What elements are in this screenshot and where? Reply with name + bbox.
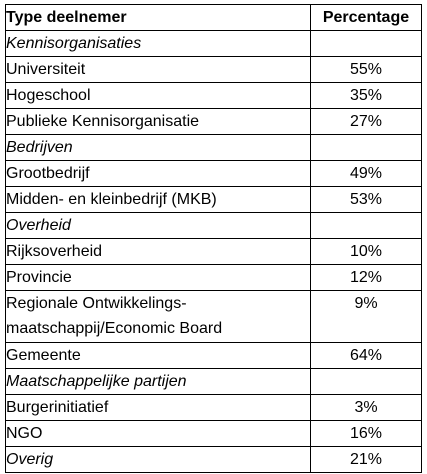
participant-label: Grootbedrijf [6,161,311,187]
table-header-row [6,5,422,31]
category-label: Kennisorganisaties [6,31,311,57]
category-row [6,447,422,473]
table-row [6,343,422,369]
table-row [6,291,422,343]
table-row [6,395,422,421]
participant-label: Midden- en kleinbedrijf (MKB) [6,187,311,213]
participant-label [6,291,311,343]
category-row [6,31,422,57]
percentage-value: 35% [311,83,422,109]
participant-label: NGO [6,421,311,447]
category-row [6,213,422,239]
category-row [6,369,422,395]
percentage-value: 12% [311,265,422,291]
category-value [311,31,422,57]
participant-label-line: Regionale Ontwikkelings- [6,295,187,312]
header-percentage: Percentage [311,5,422,31]
category-value [311,369,422,395]
percentage-value: 27% [311,109,422,135]
participant-percentage-table [5,4,422,473]
category-label: Bedrijven [6,135,311,161]
table-row [6,161,422,187]
percentage-value: 16% [311,421,422,447]
percentage-value: 49% [311,161,422,187]
table-row [6,421,422,447]
percentage-value: 10% [311,239,422,265]
percentage-value: 9% [311,291,422,343]
participant-label: Publieke Kennisorganisatie [6,109,311,135]
percentage-value: 55% [311,57,422,83]
category-value: 21% [311,447,422,473]
participant-label: Hogeschool [6,83,311,109]
percentage-value: 53% [311,187,422,213]
table-row [6,265,422,291]
category-label: Maatschappelijke partijen [6,369,311,395]
category-label: Overheid [6,213,311,239]
participant-label: Rijksoverheid [6,239,311,265]
category-row [6,135,422,161]
table-row [6,83,422,109]
percentage-value: 64% [311,343,422,369]
participant-label: Burgerinitiatief [6,395,311,421]
table-row [6,109,422,135]
category-value [311,213,422,239]
participant-label: Universiteit [6,57,311,83]
header-type-deelnemer: Type deelnemer [6,5,311,31]
table-row [6,187,422,213]
participant-label: Provincie [6,265,311,291]
percentage-value: 3% [311,395,422,421]
category-label: Overig [6,447,311,473]
participant-label: Gemeente [6,343,311,369]
participant-label-line: maatschappij/Economic Board [6,320,223,337]
table-row [6,239,422,265]
category-value [311,135,422,161]
table-row [6,57,422,83]
